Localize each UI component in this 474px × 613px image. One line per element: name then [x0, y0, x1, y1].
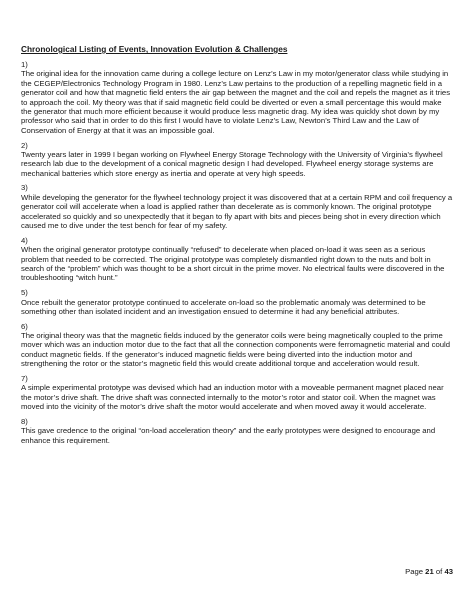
section-text: This gave credence to the original “on-load acceleration theory” and the early prototypes were designed to encourage and enhance this requirement. — [21, 426, 436, 445]
section-3 — [21, 183, 453, 230]
section-text: Once rebuilt the generator prototype continued to accelerate on-load so the problematic anomaly was determined to be something other than isolated incident and an investigation ensued to determine it had any beneficial attributes. — [21, 297, 426, 316]
section-number: 6) — [21, 321, 28, 331]
section-text: While developing the generator for the flywheel technology project it was discovered that at a certain RPM and coil frequency a generator coil will accelerate when a load is applied rather than decelerate as is commonly known. The original prototype accelerated so quickly and so unexpectedly that it began to fly apart with bits and pieces being shot in every direction which caused me to dive under the test bench for fear of my safety. — [21, 192, 453, 231]
section-text: When the original generator prototype continually “refused” to decelerate when placed on-load it was seen as a serious problem that needed to be corrected. The original prototype was completely dismantled right down to the nuts and bolt in search of the “problem” which was thought to be a short circuit in the prime mover. No electrical faults were discovered in the troubleshooting “witch hunt.” — [21, 245, 445, 283]
section-number: 4) — [21, 235, 28, 245]
section-1 — [21, 60, 453, 135]
section-number: 7) — [21, 373, 28, 383]
section-text: A simple experimental prototype was devised which had an induction motor with a moveable permanent magnet placed near the motor’s drive shaft. The drive shaft was connected internally to the motor’s rotor and stator coil. When the magnet was moved into the vicinity of the motor’s drive shaft the motor would accelerate and when moved away it would accelerate. — [21, 383, 444, 412]
section-5 — [21, 288, 453, 316]
document-page — [21, 44, 453, 450]
section-text: Twenty years later in 1999 I began working on Flywheel Energy Storage Technology with the University of Virginia’s flywheel research lab due to the development of a conical magnetic design I had developed. Flywheel energy storage systems are mechanical batteries which store energy as inertia and operate at very high speeds. — [21, 149, 443, 178]
section-number: 2) — [21, 140, 28, 150]
of-label: of — [435, 567, 443, 576]
section-number: 5) — [21, 288, 28, 298]
section-number: 3) — [21, 183, 28, 193]
section-4 — [21, 236, 453, 283]
section-7 — [21, 374, 453, 412]
section-8 — [21, 417, 453, 445]
page-heading: Chronological Listing of Events, Innovation Evolution & Challenges — [21, 44, 288, 54]
section-text: The original idea for the innovation came during a college lecture on Lenz’s Law in my motor/generator class while studying in the CEGEP/Electronics Technology Program in 1980. Lenz’s Law pertains to the production of a repelling magnetic field in a generator coil and how that magnetic field enters the air gap between the magnet and the coil and repels the magnet as it tries to approach the coil. My theory was that if said magnetic field could be diverted or even a small percentage this would make the generator that much more efficient because it would produce less magnetic drag. My idea was quickly shot down by my professor who said that in order to do this first I would have to violate Lenz’s Law, Newton’s Third Law and the Law of Conservation of Energy at that it was an impossible goal. — [21, 69, 451, 135]
page-label: Page — [405, 567, 424, 576]
section-6 — [21, 322, 453, 369]
total-pages-number: 43 — [444, 567, 453, 576]
section-number: 8) — [21, 416, 28, 426]
current-page-number: 21 — [425, 567, 434, 576]
page-footer — [405, 567, 453, 576]
section-number: 1) — [21, 60, 28, 69]
section-text: The original theory was that the magnetic fields induced by the generator coils were being magnetically coupled to the prime mover which was an induction motor due to the fact that all the connection components were ferromagnetic material and could conduct magnetic fields. If the generator’s induced magnetic fields were being diverted into the induction motor and strengthening the rotor or the stator’s magnetic field this would create additional torque and acceleration would result. — [21, 331, 451, 369]
section-2 — [21, 141, 453, 179]
